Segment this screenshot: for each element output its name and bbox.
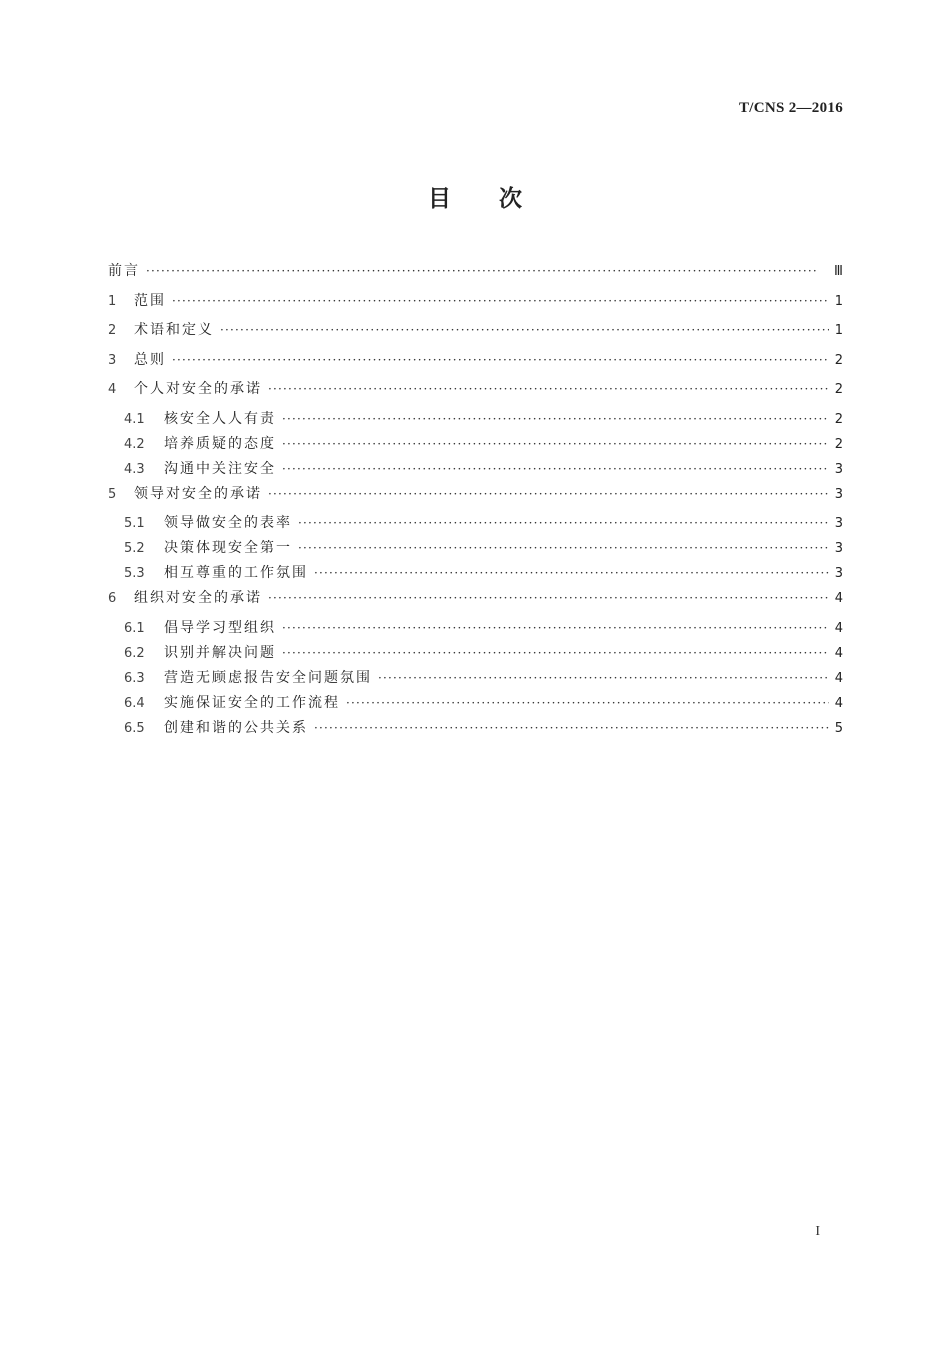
toc-entry-label: 个人对安全的承诺 [134, 377, 268, 402]
toc-entry-page: 2 [834, 411, 843, 427]
toc-entry-page: 2 [834, 352, 843, 368]
toc-entry-page: 2 [834, 382, 843, 397]
toc-entry-label: 相互尊重的工作氛围 [164, 561, 314, 586]
toc-entry-number: 6.4 [124, 695, 145, 711]
toc-entry-number: 2 [108, 323, 117, 338]
toc-leader-dots [282, 641, 829, 666]
page-title: 目次 [428, 186, 570, 212]
toc-entry[interactable] [108, 377, 843, 407]
toc-leader-dots [146, 259, 828, 284]
table-of-contents [108, 259, 843, 741]
toc-entry-label: 核安全人人有责 [164, 407, 282, 432]
toc-entry-number: 1 [108, 293, 117, 309]
toc-leader-dots [298, 536, 829, 561]
toc-entry-label: 沟通中关注安全 [164, 457, 282, 482]
toc-entry-page: 2 [834, 436, 843, 452]
toc-leader-dots [268, 482, 829, 507]
toc-entry-page: 3 [834, 461, 843, 477]
toc-entry[interactable] [108, 259, 843, 289]
toc-entry-page: 4 [834, 695, 843, 711]
toc-entry[interactable] [108, 318, 843, 348]
toc-entry[interactable] [108, 691, 843, 716]
toc-entry-number: 4.2 [124, 436, 145, 452]
toc-leader-dots [346, 691, 829, 716]
toc-entry-label: 创建和谐的公共关系 [164, 716, 314, 741]
toc-entry-label: 范围 [134, 289, 172, 314]
toc-entry-number: 5.1 [124, 516, 145, 531]
toc-leader-dots [282, 407, 829, 432]
toc-entry[interactable] [108, 511, 843, 536]
toc-leader-dots [172, 348, 829, 373]
toc-entry-label: 倡导学习型组织 [164, 616, 282, 641]
toc-entry-label: 营造无顾虑报告安全问题氛围 [164, 666, 378, 691]
toc-leader-dots [282, 457, 829, 482]
toc-entry[interactable] [108, 586, 843, 616]
toc-entry-number: 3 [108, 352, 117, 368]
toc-entry[interactable] [108, 482, 843, 512]
toc-entry[interactable] [108, 289, 843, 319]
toc-entry[interactable] [108, 716, 843, 741]
toc-entry-number: 6.5 [124, 720, 145, 736]
toc-entry[interactable] [108, 616, 843, 641]
toc-entry-label: 前言 [108, 259, 146, 284]
toc-entry-page: 4 [834, 645, 843, 661]
toc-entry-page: 3 [834, 516, 843, 531]
toc-entry-page: 4 [834, 670, 843, 686]
toc-entry-page: 4 [834, 620, 843, 636]
toc-entry-page: 3 [834, 486, 843, 502]
toc-entry-page: 4 [834, 591, 843, 606]
toc-leader-dots [314, 716, 829, 741]
toc-entry-number: 6 [108, 591, 117, 606]
toc-entry-number: 6.1 [124, 620, 145, 636]
toc-entry-number: 6.2 [124, 645, 145, 661]
toc-leader-dots [268, 377, 829, 402]
toc-entry-number: 5.2 [124, 541, 145, 556]
toc-entry-page: 3 [834, 566, 843, 581]
toc-entry-label: 决策体现安全第一 [164, 536, 298, 561]
toc-entry-number: 4.1 [124, 411, 145, 427]
toc-entry[interactable] [108, 348, 843, 378]
toc-entry-page: 1 [834, 293, 843, 309]
toc-leader-dots [268, 586, 829, 611]
toc-entry-label: 组织对安全的承诺 [134, 586, 268, 611]
toc-entry-label: 实施保证安全的工作流程 [164, 691, 346, 716]
toc-entry-label: 领导对安全的承诺 [134, 482, 268, 507]
toc-entry[interactable] [108, 536, 843, 561]
toc-leader-dots [282, 616, 829, 641]
toc-leader-dots [220, 318, 829, 343]
toc-entry-number: 4 [108, 382, 117, 397]
toc-entry-number: 6.3 [124, 670, 145, 686]
footer-page-number: I [815, 1224, 820, 1239]
toc-entry-label: 术语和定义 [134, 318, 220, 343]
toc-leader-dots [172, 289, 829, 314]
toc-entry-label: 领导做安全的表率 [164, 511, 298, 536]
toc-entry-label: 识别并解决问题 [164, 641, 282, 666]
toc-leader-dots [378, 666, 829, 691]
toc-leader-dots [314, 561, 829, 586]
toc-entry-page: 5 [834, 720, 843, 736]
toc-entry[interactable] [108, 432, 843, 457]
toc-entry[interactable] [108, 561, 843, 586]
toc-entry[interactable] [108, 641, 843, 666]
toc-entry-page: Ⅲ [834, 264, 843, 279]
toc-leader-dots [282, 432, 829, 457]
toc-entry-number: 5.3 [124, 566, 145, 581]
toc-entry-page: 1 [834, 323, 843, 338]
toc-entry-number: 5 [108, 486, 117, 502]
toc-entry-number: 4.3 [124, 461, 145, 477]
toc-entry-label: 总则 [134, 348, 172, 373]
toc-entry[interactable] [108, 666, 843, 691]
toc-entry[interactable] [108, 457, 843, 482]
toc-entry-label: 培养质疑的态度 [164, 432, 282, 457]
standard-code: T/CNS 2—2016 [738, 100, 843, 116]
toc-entry[interactable] [108, 407, 843, 432]
toc-entry-page: 3 [834, 541, 843, 556]
toc-leader-dots [298, 511, 829, 536]
